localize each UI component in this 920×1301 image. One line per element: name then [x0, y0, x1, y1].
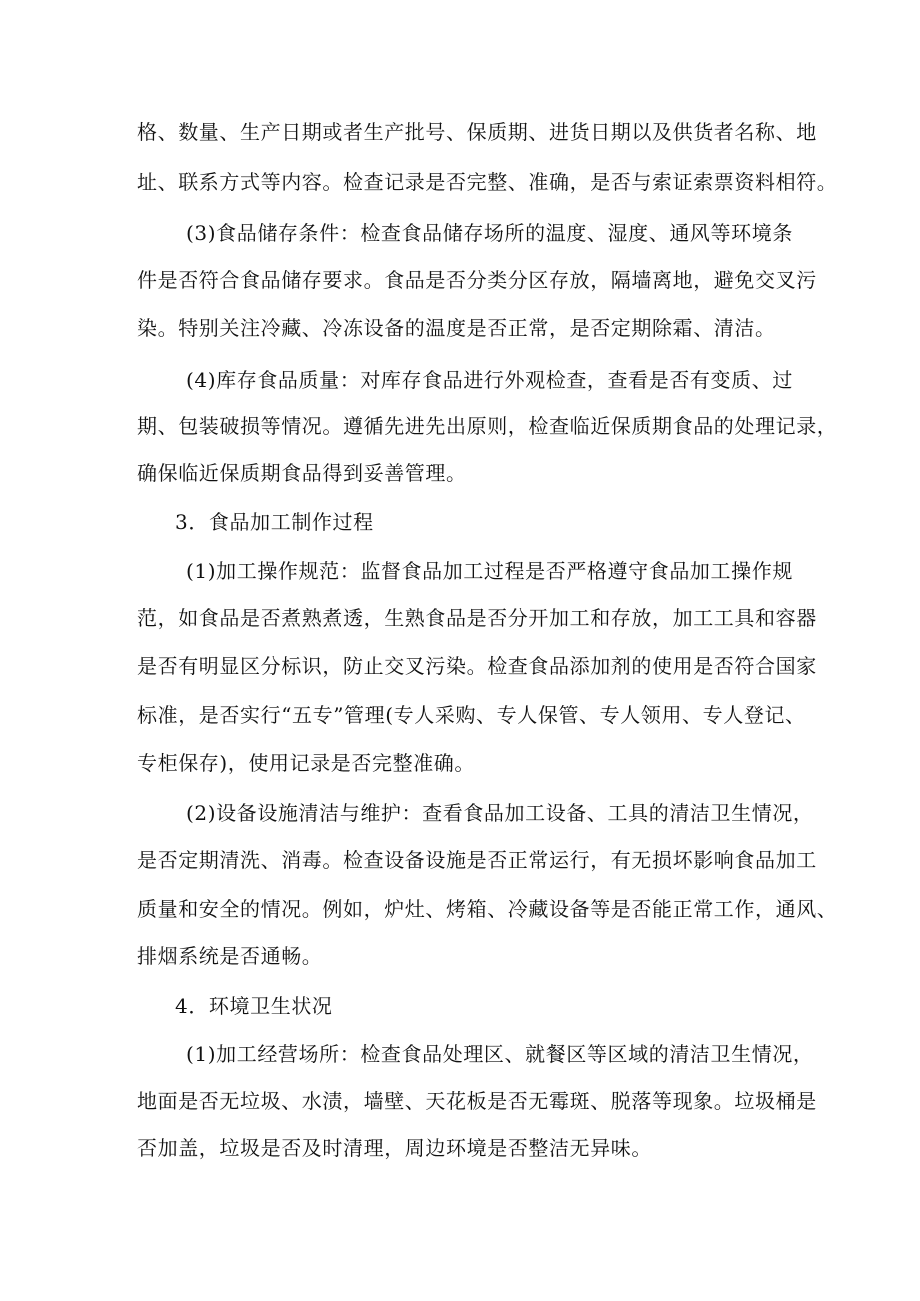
paragraph-line: 是否定期清洗、消毒。检查设备设施是否正常运行，有无损坏影响食品加工: [137, 848, 817, 872]
paragraph-line: 否加盖，垃圾是否及时清理，周边环境是否整洁无异味。: [137, 1136, 652, 1160]
paragraph-line: 地面是否无垃圾、水渍，墙壁、天花板是否无霉斑、脱落等现象。垃圾桶是: [137, 1089, 817, 1113]
section-heading: 3．食品加工制作过程: [175, 510, 374, 534]
paragraph-line: 专柜保存)，使用记录是否完整准确。: [137, 751, 476, 775]
paragraph-line: 址、联系方式等内容。检查记录是否完整、准确，是否与索证索票资料相符。: [137, 170, 838, 194]
paragraph-line: (1)加工操作规范：监督食品加工过程是否严格遵守食品加工操作规: [186, 559, 793, 583]
paragraph-line: 期、包装破损等情况。遵循先进先出原则，检查临近保质期食品的处理记录，: [137, 414, 838, 438]
paragraph-line: 是否有明显区分标识，防止交叉污染。检查食品添加剂的使用是否符合国家: [137, 654, 817, 678]
paragraph-line: (4)库存食品质量：对库存食品进行外观检查，查看是否有变质、过: [186, 368, 793, 392]
paragraph-line: 格、数量、生产日期或者生产批号、保质期、进货日期以及供货者名称、地: [137, 120, 817, 144]
paragraph-line: (1)加工经营场所：检查食品处理区、就餐区等区域的清洁卫生情况，: [186, 1042, 814, 1066]
paragraph-line: 质量和安全的情况。例如，炉灶、烤箱、冷藏设备等是否能正常工作，通风、: [137, 897, 838, 921]
paragraph-line: 标准，是否实行“五专”管理(专人采购、专人保管、专人领用、专人登记、: [137, 703, 806, 727]
paragraph-line: 排烟系统是否通畅。: [137, 944, 323, 968]
paragraph-line: (2)设备设施清洁与维护：查看食品加工设备、工具的清洁卫生情况，: [186, 801, 814, 825]
paragraph-line: (3)食品储存条件：检查食品储存场所的温度、湿度、通风等环境条: [186, 221, 793, 245]
paragraph-line: 确保临近保质期食品得到妥善管理。: [137, 461, 467, 485]
paragraph-line: 染。特别关注冷藏、冷冻设备的温度是否正常，是否定期除霜、清洁。: [137, 316, 776, 340]
paragraph-line: 范，如食品是否煮熟煮透，生熟食品是否分开加工和存放，加工工具和容器: [137, 606, 817, 630]
paragraph-line: 件是否符合食品储存要求。食品是否分类分区存放，隔墙离地，避免交叉污: [137, 268, 817, 292]
section-heading: 4．环境卫生状况: [175, 994, 333, 1018]
